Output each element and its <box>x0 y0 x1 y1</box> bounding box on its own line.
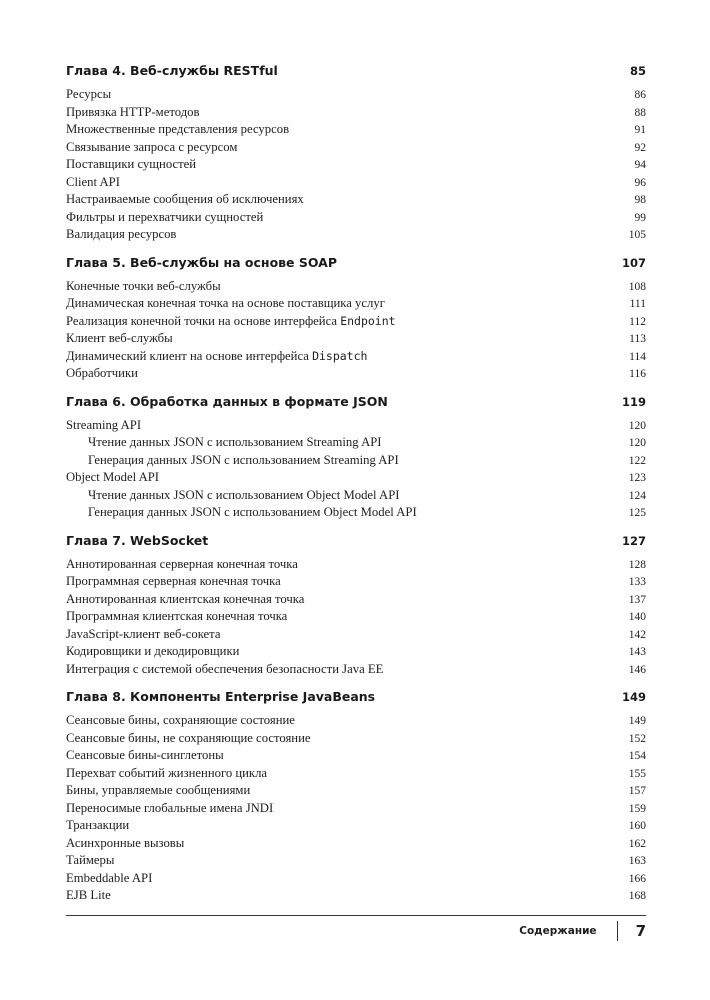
chapter-heading[interactable] <box>66 532 646 549</box>
entry-title <box>66 887 111 905</box>
chapter-heading[interactable] <box>66 62 646 79</box>
entry-text: Интеграция с системой обеспечения безопасности Java EE <box>66 661 384 676</box>
toc-entry[interactable] <box>66 556 646 574</box>
entry-title <box>88 434 382 452</box>
entry-text: Ресурсы <box>66 87 112 101</box>
entry-text: Динамическая конечная точка на основе поставщика услуг <box>66 296 385 310</box>
entry-page: 108 <box>628 280 646 293</box>
entry-text: Программная серверная конечная точка <box>66 574 281 588</box>
toc-entry[interactable] <box>66 782 646 800</box>
entry-page: 146 <box>628 663 646 676</box>
entry-text: Множественные представления ресурсов <box>66 122 290 136</box>
entry-text: Перехват событий жизненного цикла <box>66 765 268 780</box>
entry-title <box>66 86 111 104</box>
chapter-page: 127 <box>621 533 646 548</box>
toc-entry[interactable] <box>66 469 646 487</box>
entry-title <box>66 313 396 331</box>
entry-text: Сеансовые бины, не сохраняющие состояние <box>66 730 311 745</box>
entry-text: Чтение данных JSON с использованием Object Model API <box>88 487 400 502</box>
entry-text: Кодировщики и декодировщики <box>66 644 240 658</box>
entry-page: 112 <box>629 315 646 328</box>
entry-title <box>66 156 196 174</box>
entry-page: 155 <box>628 767 646 780</box>
entry-title <box>66 295 385 313</box>
entry-title <box>66 209 263 227</box>
toc-entry[interactable] <box>66 174 646 192</box>
toc-entry[interactable] <box>66 747 646 765</box>
toc-entry[interactable] <box>66 104 646 122</box>
entry-title <box>66 730 311 748</box>
entry-page: 143 <box>628 646 646 658</box>
entry-text: Object Model API <box>66 470 160 484</box>
toc-entry[interactable] <box>66 365 646 383</box>
entry-text: Чтение данных JSON с использованием Streaming API <box>88 435 382 449</box>
entry-text: JavaScript-клиент веб-сокета <box>66 626 221 641</box>
chapter-page: 85 <box>629 64 646 78</box>
entry-page: 91 <box>634 124 646 136</box>
entry-page: 159 <box>628 802 646 815</box>
entry-title <box>66 817 129 835</box>
entry-page: 142 <box>628 628 646 641</box>
entry-text: Реализация конечной точки на основе интерфейса <box>66 313 341 328</box>
entry-title <box>66 104 200 122</box>
toc-entry[interactable] <box>66 887 646 905</box>
entry-text: Client API <box>66 174 120 189</box>
entry-title <box>66 661 383 679</box>
entry-text: EJB Lite <box>66 888 111 902</box>
toc-entry[interactable] <box>66 835 646 853</box>
entry-text: Переносимые глобальные имена JNDI <box>66 800 274 815</box>
entry-page: 163 <box>628 855 646 867</box>
entry-text: Embeddable API <box>66 870 153 885</box>
entry-page: 168 <box>628 890 646 902</box>
entry-page: 152 <box>628 732 646 745</box>
toc-entry[interactable] <box>66 852 646 870</box>
entry-page: 120 <box>628 419 646 432</box>
entry-text: Сеансовые бины, сохраняющие состояние <box>66 713 295 727</box>
toc-entry[interactable] <box>66 626 646 644</box>
chapter-title: Глава 7. WebSocket <box>66 532 209 548</box>
toc-entry[interactable] <box>66 452 646 470</box>
toc-entry[interactable] <box>66 573 646 591</box>
entry-text: Аннотированная клиентская конечная точка <box>66 591 305 606</box>
entry-text: Таймеры <box>66 853 115 867</box>
chapter-title: Глава 8. Компоненты Enterprise JavaBeans <box>66 689 376 704</box>
entry-page: 162 <box>628 837 646 850</box>
toc-entry[interactable] <box>66 608 646 626</box>
toc-entry[interactable] <box>66 504 646 522</box>
toc-entry[interactable] <box>66 800 646 818</box>
entry-text: Связывание запроса с ресурсом <box>66 139 238 154</box>
toc-entry[interactable] <box>66 591 646 609</box>
toc-entry[interactable] <box>66 226 646 244</box>
toc-entry[interactable] <box>66 191 646 209</box>
entry-page: 133 <box>628 576 646 588</box>
entry-code: Dispatch <box>312 348 368 363</box>
page-footer <box>519 921 646 941</box>
entry-title <box>88 452 399 470</box>
toc-entry[interactable] <box>66 313 646 331</box>
entry-title <box>88 487 400 505</box>
toc-entry[interactable] <box>66 121 646 139</box>
toc-entry[interactable] <box>66 209 646 227</box>
entry-title <box>66 417 141 435</box>
entry-title <box>66 226 176 244</box>
entry-text: Клиент веб-службы <box>66 331 173 345</box>
entry-title <box>66 330 173 348</box>
entry-page: 111 <box>629 298 646 310</box>
entry-text: Бины, управляемые сообщениями <box>66 783 251 797</box>
table-of-contents <box>66 62 646 915</box>
entry-title <box>66 782 250 800</box>
chapter-section <box>66 532 646 679</box>
toc-entry[interactable] <box>66 487 646 505</box>
entry-text: Аннотированная серверная конечная точка <box>66 556 298 571</box>
entry-title <box>66 800 273 818</box>
toc-entry[interactable] <box>66 870 646 888</box>
entry-title <box>66 121 289 139</box>
toc-entry[interactable] <box>66 765 646 783</box>
entry-page: 86 <box>634 89 646 101</box>
entry-title <box>66 870 152 888</box>
entry-page: 99 <box>634 211 646 224</box>
entry-title <box>66 573 281 591</box>
entry-text: Асинхронные вызовы <box>66 835 185 850</box>
entry-title <box>66 747 224 765</box>
entry-page: 125 <box>628 507 646 519</box>
entry-text: Транзакции <box>66 818 130 832</box>
toc-entry[interactable] <box>66 278 646 296</box>
toc-entry[interactable] <box>66 139 646 157</box>
entry-title <box>66 556 298 574</box>
entry-page: 166 <box>628 872 646 885</box>
toc-entry[interactable] <box>66 730 646 748</box>
entry-title <box>66 608 287 626</box>
footer-separator <box>617 921 618 941</box>
entry-title <box>66 139 237 157</box>
entry-text: Программная клиентская конечная точка <box>66 609 288 623</box>
toc-entry[interactable] <box>66 712 646 730</box>
entry-page: 120 <box>628 437 646 449</box>
entry-page: 140 <box>628 611 646 623</box>
entry-title <box>88 504 417 522</box>
entry-text: Настраиваемые сообщения об исключениях <box>66 192 304 206</box>
entry-title <box>66 191 304 209</box>
footer-label: Содержание <box>519 925 597 937</box>
entry-text: Генерация данных JSON с использованием Object Model API <box>88 505 417 519</box>
chapter-heading[interactable] <box>66 254 646 271</box>
entry-title <box>66 278 221 296</box>
chapter-heading[interactable] <box>66 688 646 705</box>
toc-entry[interactable] <box>66 661 646 679</box>
entry-text: Генерация данных JSON с использованием Streaming API <box>88 452 399 467</box>
entry-title <box>66 591 304 609</box>
toc-entry[interactable] <box>66 817 646 835</box>
entry-title <box>66 852 114 870</box>
entry-text: Обработчики <box>66 366 138 380</box>
chapter-title: Глава 6. Обработка данных в формате JSON <box>66 393 388 409</box>
entry-code: Endpoint <box>340 313 396 328</box>
toc-entry[interactable] <box>66 434 646 452</box>
entry-title <box>66 365 138 383</box>
entry-page: 124 <box>628 489 646 502</box>
entry-text: Валидация ресурсов <box>66 227 177 241</box>
toc-entry[interactable] <box>66 330 646 348</box>
entry-title <box>66 348 367 366</box>
entry-title <box>66 643 239 661</box>
toc-entry[interactable] <box>66 643 646 661</box>
entry-title <box>66 712 295 730</box>
toc-entry[interactable] <box>66 417 646 435</box>
entry-text: Фильтры и перехватчики сущностей <box>66 209 264 224</box>
chapter-section <box>66 254 646 383</box>
entry-text: Сеансовые бины-синглетоны <box>66 748 224 762</box>
chapter-heading[interactable] <box>66 393 646 410</box>
entry-text: Streaming API <box>66 417 142 432</box>
entry-page: 128 <box>628 558 646 571</box>
chapter-page: 119 <box>621 394 646 409</box>
entry-page: 149 <box>628 715 646 727</box>
entry-text: Поставщики сущностей <box>66 157 197 171</box>
chapter-section <box>66 62 646 244</box>
entry-page: 154 <box>628 750 646 762</box>
entry-text: Динамический клиент на основе интерфейса <box>66 348 313 363</box>
entry-title <box>66 835 184 853</box>
entry-page: 88 <box>634 106 646 119</box>
entry-page: 98 <box>634 194 646 206</box>
entry-title <box>66 626 221 644</box>
chapter-page: 107 <box>621 255 646 270</box>
toc-entry[interactable] <box>66 295 646 313</box>
entry-page: 114 <box>629 350 646 363</box>
entry-page: 113 <box>629 333 646 345</box>
entry-title <box>66 469 159 487</box>
chapter-section <box>66 688 646 905</box>
entry-page: 92 <box>634 141 646 154</box>
chapter-section <box>66 393 646 522</box>
entry-text: Привязка HTTP-методов <box>66 104 200 119</box>
entry-page: 123 <box>628 472 646 484</box>
entry-page: 94 <box>634 159 646 171</box>
toc-entry[interactable] <box>66 156 646 174</box>
chapter-page: 149 <box>621 690 646 704</box>
footer-rule <box>66 915 646 916</box>
entry-page: 157 <box>628 785 646 797</box>
entry-page: 137 <box>628 593 646 606</box>
entry-page: 116 <box>629 368 646 380</box>
page-number: 7 <box>635 922 646 940</box>
chapter-title: Глава 4. Веб-службы RESTful <box>66 63 278 78</box>
entry-page: 160 <box>628 820 646 832</box>
entry-title <box>66 765 267 783</box>
entry-text: Конечные точки веб-службы <box>66 278 221 293</box>
entry-title <box>66 174 120 192</box>
entry-page: 96 <box>634 176 646 189</box>
toc-entry[interactable] <box>66 86 646 104</box>
toc-entry[interactable] <box>66 348 646 366</box>
entry-page: 105 <box>628 229 646 241</box>
entry-page: 122 <box>628 454 646 467</box>
chapter-title: Глава 5. Веб-службы на основе SOAP <box>66 254 338 270</box>
